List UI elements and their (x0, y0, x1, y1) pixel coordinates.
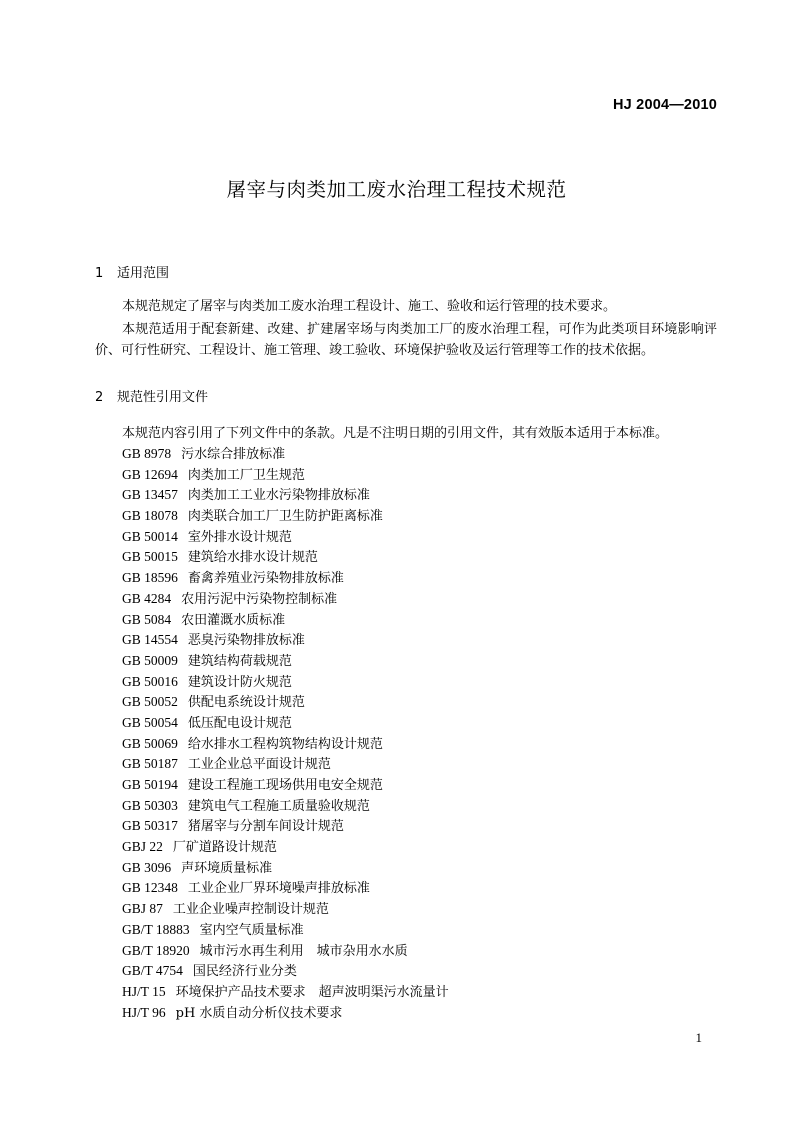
reference-name: 畜禽养殖业污染物排放标准 (187, 571, 344, 587)
reference-code: GB 50009 (122, 652, 178, 668)
reference-item (122, 506, 449, 527)
reference-name: 恶臭污染物排放标准 (187, 633, 305, 649)
section-1-number: 1 (95, 266, 104, 281)
reference-list (122, 444, 449, 1023)
reference-item (122, 527, 449, 548)
section-1-title: 适用范围 (117, 266, 170, 281)
reference-name: 建筑给水排水设计规范 (187, 550, 318, 566)
reference-name: 肉类加工厂卫生规范 (187, 467, 305, 483)
reference-name: 建筑设计防火规范 (187, 674, 292, 690)
section-1-paragraph-2: 本规范适用于配套新建、改建、扩建屠宰场与肉类加工厂的废水治理工程，可作为此类项目环境影响评价、可行性研究、工程设计、施工管理、竣工验收、环境保护验收及运行管理等工作的技术依据。 (95, 322, 717, 359)
reference-code: HJ/T 96 (122, 1004, 166, 1020)
reference-item (122, 630, 449, 651)
reference-item (122, 589, 449, 610)
reference-code: GB/T 4754 (122, 963, 183, 979)
reference-item (122, 1003, 449, 1024)
standard-code: HJ 2004—2010 (613, 97, 717, 113)
reference-name: 国民经济行业分类 (192, 964, 297, 980)
reference-code: GB 12694 (122, 466, 178, 482)
reference-item (122, 941, 449, 962)
reference-name: 建筑电气工程施工质量验收规范 (187, 798, 370, 814)
reference-name: 供配电系统设计规范 (187, 695, 305, 711)
section-1-heading (95, 262, 169, 281)
reference-item (122, 610, 449, 631)
reference-name: 给水排水工程构筑物结构设计规范 (187, 736, 383, 752)
reference-item (122, 920, 449, 941)
section-1-paragraph-1: 本规范规定了屠宰与肉类加工废水治理工程设计、施工、验收和运行管理的技术要求。 (122, 299, 617, 314)
reference-name: 室外排水设计规范 (187, 529, 292, 545)
reference-item (122, 878, 449, 899)
reference-name: 厂矿道路设计规范 (172, 840, 277, 856)
reference-code: GB 50303 (122, 797, 178, 813)
reference-code: GBJ 22 (122, 839, 163, 855)
reference-code: GB 3096 (122, 859, 172, 875)
reference-code: GB 50016 (122, 673, 178, 689)
reference-item (122, 692, 449, 713)
reference-item (122, 899, 449, 920)
reference-name: 猪屠宰与分割车间设计规范 (187, 819, 344, 835)
reference-code: GB 50069 (122, 735, 178, 751)
reference-item (122, 858, 449, 879)
reference-code: GB 50054 (122, 714, 178, 730)
reference-code: GB 12348 (122, 880, 178, 896)
reference-name: 声环境质量标准 (181, 860, 273, 876)
reference-item (122, 837, 449, 858)
section-2-title: 规范性引用文件 (117, 390, 209, 405)
reference-item (122, 775, 449, 796)
reference-code: GB 18078 (122, 508, 178, 524)
reference-code: GB 50052 (122, 694, 178, 710)
section-2-heading (95, 386, 208, 405)
reference-code: GB 18596 (122, 570, 178, 586)
reference-item (122, 568, 449, 589)
reference-name: 农田灌溉水质标准 (181, 612, 286, 628)
reference-code: HJ/T 15 (122, 983, 166, 999)
reference-code: GB 50015 (122, 549, 178, 565)
reference-name: 肉类联合加工厂卫生防护距离标准 (187, 509, 383, 525)
reference-code: GBJ 87 (122, 901, 163, 917)
reference-name: 建筑结构荷载规范 (187, 653, 292, 669)
page-number: 1 (695, 1030, 702, 1045)
reference-item (122, 672, 449, 693)
reference-item (122, 713, 449, 734)
reference-code: GB 4284 (122, 590, 172, 606)
reference-name: 农用污泥中污染物控制标准 (181, 591, 338, 607)
reference-name: 城市污水再生利用 城市杂用水水质 (199, 943, 408, 959)
reference-item (122, 651, 449, 672)
reference-code: GB 50194 (122, 777, 178, 792)
reference-item (122, 465, 449, 486)
reference-item (122, 961, 449, 982)
reference-name: 工业企业总平面设计规范 (187, 757, 331, 773)
reference-code: GB/T 18920 (122, 942, 190, 958)
reference-name: 肉类加工工业水污染物排放标准 (187, 488, 370, 504)
reference-item (122, 734, 449, 755)
reference-item (122, 816, 449, 837)
reference-item (122, 444, 449, 465)
reference-code: GB 8978 (122, 446, 172, 461)
reference-name: pH 水质自动分析仪技术要求 (175, 1005, 343, 1021)
reference-name: 工业企业噪声控制设计规范 (172, 902, 329, 918)
reference-name: 建设工程施工现场供用电安全规范 (187, 778, 383, 793)
reference-item (122, 754, 449, 775)
reference-code: GB 5084 (122, 611, 172, 627)
reference-name: 室内空气质量标准 (199, 922, 304, 938)
reference-code: GB 50317 (122, 818, 178, 834)
reference-name: 低压配电设计规范 (187, 715, 292, 731)
reference-item (122, 796, 449, 817)
reference-item (122, 982, 449, 1003)
section-2-number: 2 (95, 390, 104, 405)
reference-code: GB 50014 (122, 528, 178, 544)
reference-name: 污水综合排放标准 (181, 447, 286, 462)
section-2-paragraph-1: 本规范内容引用了下列文件中的条款。凡是不注明日期的引用文件，其有效版本适用于本标准。 (122, 426, 669, 441)
reference-code: GB/T 18883 (122, 921, 190, 937)
reference-name: 环境保护产品技术要求 超声波明渠污水流量计 (175, 984, 449, 1000)
document-title: 屠宰与肉类加工废水治理工程技术规范 (226, 178, 567, 201)
reference-code: GB 50187 (122, 756, 178, 772)
reference-code: GB 14554 (122, 632, 178, 648)
reference-item (122, 547, 449, 568)
reference-code: GB 13457 (122, 487, 178, 503)
reference-item (122, 485, 449, 506)
reference-name: 工业企业厂界环境噪声排放标准 (187, 881, 370, 897)
